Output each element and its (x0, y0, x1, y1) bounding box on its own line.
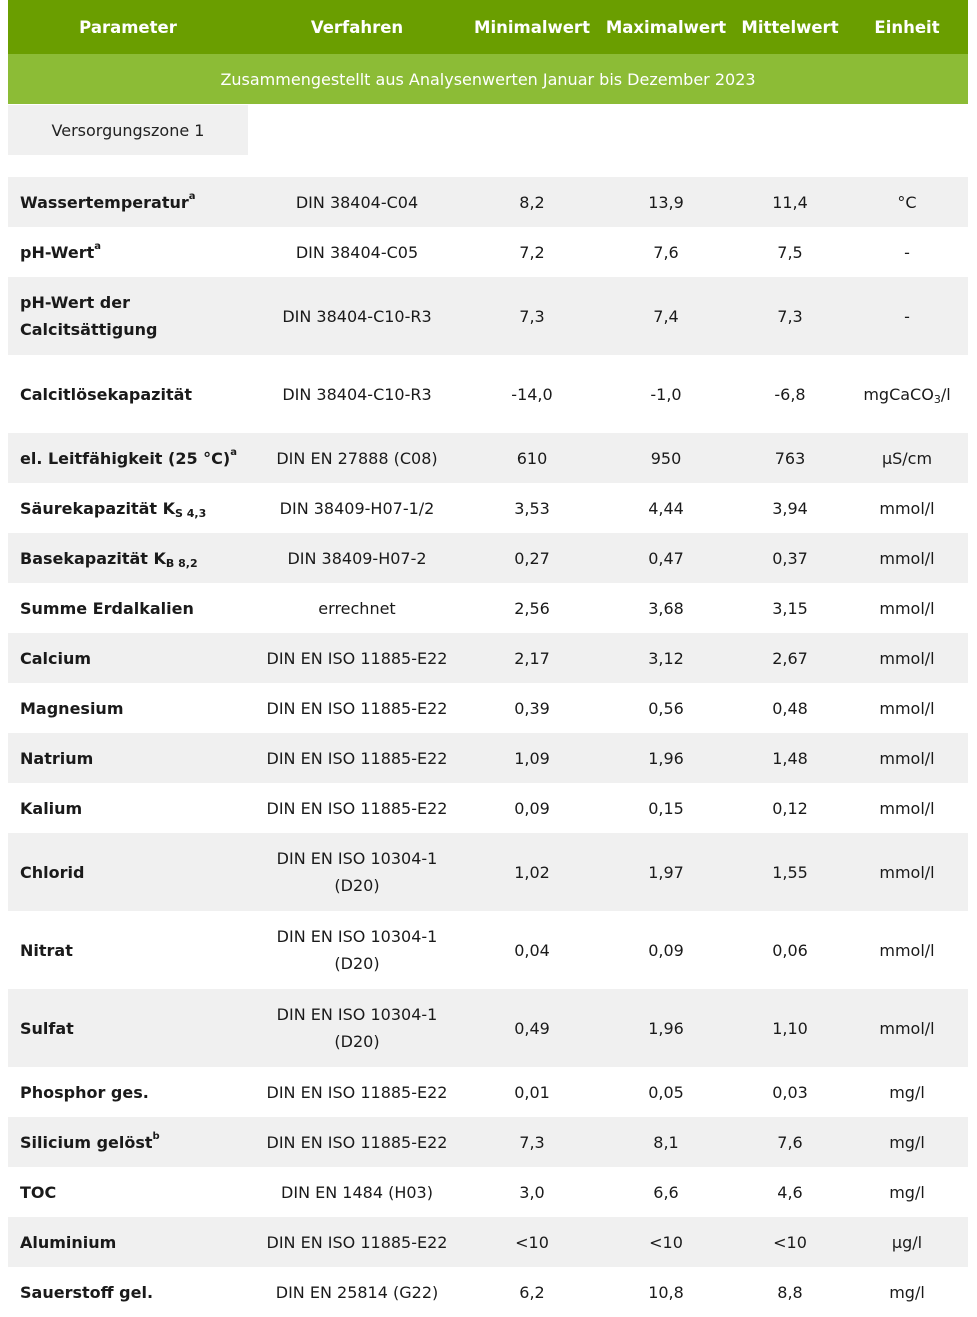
unit-cell: mgCaCO$_3$/l (863, 384, 951, 406)
mean-value-cell: 0,48 (772, 698, 808, 718)
min-value-cell: 0,04 (514, 940, 550, 960)
min-value-cell: 8,2 (519, 192, 545, 212)
unit-cell: mmol/l (879, 698, 935, 718)
header-minimalwert: Minimalwert (474, 17, 590, 37)
method-cell: DIN EN 25814 (G22) (275, 1282, 439, 1302)
unit-cell: mg/l (889, 1132, 925, 1152)
unit-cell: mmol/l (879, 748, 935, 768)
unit-cell: - (904, 306, 910, 326)
max-value-cell: 1,96 (648, 748, 684, 768)
parameter-cell: Calcitlösekapazität (20, 384, 193, 404)
table-row (8, 1267, 968, 1317)
method-cell: DIN EN ISO 11885-E22 (266, 798, 448, 818)
mean-value-cell: 0,37 (772, 548, 808, 568)
method-cell: DIN 38409-H07-2 (287, 548, 427, 568)
table-row (8, 833, 968, 911)
method-cell: DIN EN ISO 11885-E22 (266, 648, 448, 668)
unit-cell: - (904, 242, 910, 262)
table-row (8, 1067, 968, 1117)
max-value-cell: -1,0 (650, 384, 682, 404)
parameter-cell: Natrium (20, 748, 94, 768)
table-row (8, 483, 968, 533)
mean-value-cell: 0,06 (772, 940, 808, 960)
table-row (8, 533, 968, 583)
mean-value-cell: <10 (773, 1232, 807, 1252)
min-value-cell: 7,3 (519, 1132, 545, 1152)
parameter-cell: Calcium (20, 648, 92, 668)
method-cell: DIN EN 27888 (C08) (276, 448, 438, 468)
table-row (8, 733, 968, 783)
min-value-cell: 1,09 (514, 748, 550, 768)
min-value-cell: <10 (515, 1232, 549, 1252)
max-value-cell: 0,56 (648, 698, 684, 718)
max-value-cell: 950 (650, 448, 682, 468)
mean-value-cell: -6,8 (774, 384, 806, 404)
max-value-cell: 3,68 (648, 598, 684, 618)
unit-cell: mg/l (889, 1082, 925, 1102)
min-value-cell: -14,0 (511, 384, 553, 404)
min-value-cell: 3,0 (519, 1182, 545, 1202)
min-value-cell: 7,3 (519, 306, 545, 326)
period-subtitle: Zusammengestellt aus Analysenwerten Januar bis Dezember 2023 (8, 54, 968, 104)
method-cell: DIN 38404-C10-R3 (282, 306, 432, 326)
table-row (8, 277, 968, 355)
table-row (8, 227, 968, 277)
method-cell: DIN 38409-H07-1/2 (279, 498, 435, 518)
unit-cell: mmol/l (879, 648, 935, 668)
table-row (8, 683, 968, 733)
mean-value-cell: 0,12 (772, 798, 808, 818)
method-cell: DIN 38404-C05 (295, 242, 419, 262)
min-value-cell: 3,53 (514, 498, 550, 518)
parameter-cell: Säurekapazität $K_{S 4,3}$ (20, 498, 207, 520)
min-value-cell: 0,01 (514, 1082, 550, 1102)
mean-value-cell: 7,6 (777, 1132, 803, 1152)
mean-value-cell: 11,4 (772, 192, 808, 212)
water-analysis-table (8, 0, 968, 1317)
method-cell: DIN EN ISO 10304-1 (D20) (276, 1005, 438, 1051)
method-cell: DIN EN ISO 11885-E22 (266, 1232, 448, 1252)
method-cell: DIN EN ISO 11885-E22 (266, 698, 448, 718)
unit-cell: mg/l (889, 1282, 925, 1302)
min-value-cell: 6,2 (519, 1282, 545, 1302)
unit-cell: mmol/l (879, 548, 935, 568)
max-value-cell: 6,6 (653, 1182, 679, 1202)
unit-cell: mmol/l (879, 1018, 935, 1038)
max-value-cell: 1,96 (648, 1018, 684, 1038)
table-row (8, 177, 968, 227)
mean-value-cell: 7,5 (777, 242, 803, 262)
min-value-cell: 0,27 (514, 548, 550, 568)
max-value-cell: 3,12 (648, 648, 684, 668)
mean-value-cell: 7,3 (777, 306, 803, 326)
parameter-cell: Nitrat (20, 940, 73, 960)
parameter-cell: pH-Wert$^a$ (20, 241, 101, 262)
mean-value-cell: 0,03 (772, 1082, 808, 1102)
zone-label: Versorgungszone 1 (8, 105, 248, 155)
method-cell: DIN 38404-C10-R3 (282, 384, 432, 404)
min-value-cell: 2,56 (514, 598, 550, 618)
parameter-cell: Chlorid (20, 862, 85, 882)
max-value-cell: 7,4 (653, 306, 679, 326)
mean-value-cell: 763 (774, 448, 806, 468)
table-row (8, 1117, 968, 1167)
max-value-cell: 4,44 (648, 498, 684, 518)
unit-cell: mmol/l (879, 598, 935, 618)
min-value-cell: 1,02 (514, 862, 550, 882)
parameter-cell: pH-Wert der Calcitsättigung (20, 293, 158, 339)
table-row (8, 633, 968, 683)
table-row (8, 1167, 968, 1217)
parameter-cell: Magnesium (20, 698, 124, 718)
max-value-cell: 1,97 (648, 862, 684, 882)
mean-value-cell: 1,55 (772, 862, 808, 882)
header-maximalwert: Maximalwert (605, 17, 727, 37)
max-value-cell: 0,47 (648, 548, 684, 568)
unit-cell: mg/l (889, 1182, 925, 1202)
header-verfahren: Verfahren (310, 17, 404, 37)
parameter-cell: Sauerstoff gel. (20, 1282, 154, 1302)
parameter-cell: Basekapazität $K_{B 8,2}$ (20, 548, 198, 570)
method-cell: DIN EN ISO 10304-1 (D20) (276, 927, 438, 973)
max-value-cell: 10,8 (648, 1282, 684, 1302)
parameter-cell: Silicium gelöst$^b$ (20, 1131, 160, 1152)
table-row (8, 1217, 968, 1267)
mean-value-cell: 1,10 (772, 1018, 808, 1038)
unit-cell: µg/l (891, 1232, 923, 1252)
max-value-cell: 13,9 (648, 192, 684, 212)
zone-row (8, 105, 968, 155)
parameter-cell: Sulfat (20, 1018, 74, 1038)
method-cell: DIN EN 1484 (H03) (281, 1182, 433, 1202)
unit-cell: mmol/l (879, 498, 935, 518)
max-value-cell: 8,1 (653, 1132, 679, 1152)
mean-value-cell: 2,67 (772, 648, 808, 668)
min-value-cell: 0,39 (514, 698, 550, 718)
parameter-cell: el. Leitfähigkeit (25 °C)$^a$ (20, 447, 237, 468)
min-value-cell: 0,49 (514, 1018, 550, 1038)
table-row (8, 583, 968, 633)
unit-cell: µS/cm (881, 448, 933, 468)
mean-value-cell: 3,15 (772, 598, 808, 618)
unit-cell: mmol/l (879, 940, 935, 960)
parameter-cell: Aluminium (20, 1232, 117, 1252)
method-cell: DIN EN ISO 10304-1 (D20) (276, 849, 438, 895)
method-cell: errechnet (318, 598, 396, 618)
unit-cell: mmol/l (879, 862, 935, 882)
min-value-cell: 610 (516, 448, 548, 468)
table-row (8, 433, 968, 483)
method-cell: DIN EN ISO 11885-E22 (266, 1082, 448, 1102)
parameter-cell: Summe Erdalkalien (20, 598, 194, 618)
table-row (8, 989, 968, 1067)
parameter-cell: Kalium (20, 798, 83, 818)
mean-value-cell: 1,48 (772, 748, 808, 768)
max-value-cell: 0,05 (648, 1082, 684, 1102)
unit-cell: mmol/l (879, 798, 935, 818)
mean-value-cell: 4,6 (777, 1182, 803, 1202)
unit-cell: °C (897, 192, 917, 212)
method-cell: DIN EN ISO 11885-E22 (266, 748, 448, 768)
header-parameter: Parameter (79, 17, 177, 37)
mean-value-cell: 3,94 (772, 498, 808, 518)
table-row (8, 783, 968, 833)
max-value-cell: <10 (649, 1232, 683, 1252)
method-cell: DIN 38404-C04 (295, 192, 419, 212)
min-value-cell: 0,09 (514, 798, 550, 818)
max-value-cell: 0,15 (648, 798, 684, 818)
parameter-cell: Wassertemperatur$^a$ (20, 191, 196, 212)
table-row (8, 911, 968, 989)
table-header (8, 0, 968, 54)
mean-value-cell: 8,8 (777, 1282, 803, 1302)
table-row (8, 355, 968, 433)
parameter-cell: Phosphor ges. (20, 1082, 149, 1102)
max-value-cell: 0,09 (648, 940, 684, 960)
max-value-cell: 7,6 (653, 242, 679, 262)
parameter-cell: TOC (20, 1182, 57, 1202)
table-body (8, 177, 968, 1317)
header-mittelwert: Mittelwert (741, 17, 839, 37)
min-value-cell: 7,2 (519, 242, 545, 262)
method-cell: DIN EN ISO 11885-E22 (266, 1132, 448, 1152)
min-value-cell: 2,17 (514, 648, 550, 668)
header-einheit: Einheit (874, 17, 940, 37)
